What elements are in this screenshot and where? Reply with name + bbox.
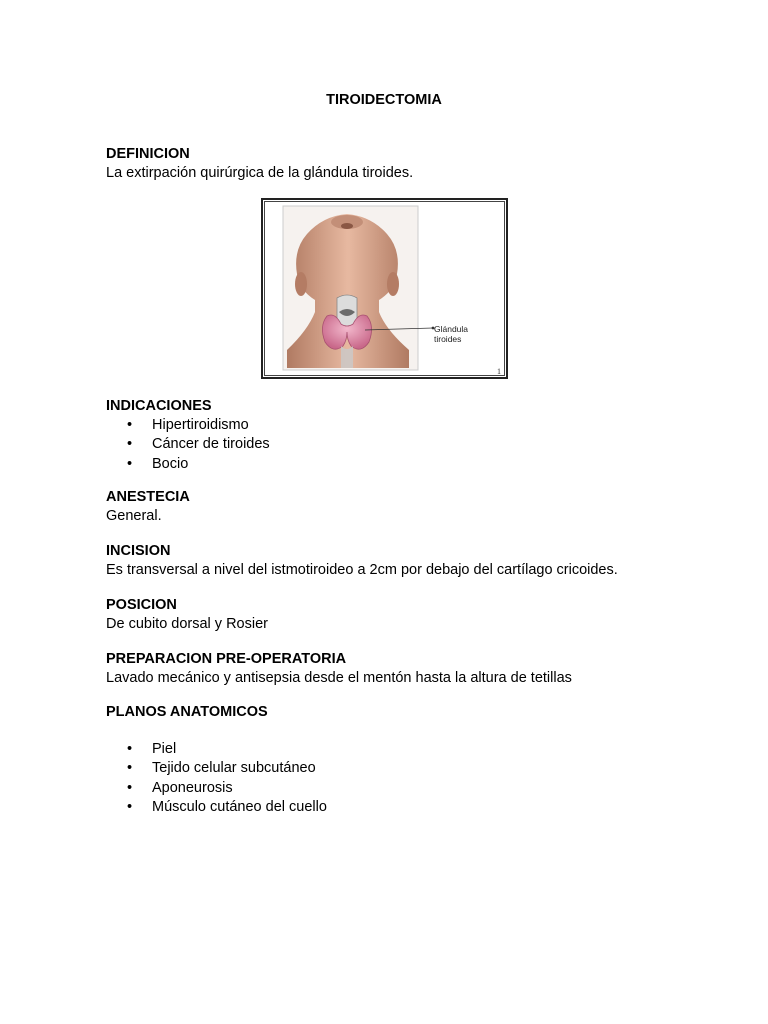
posicion-text: De cubito dorsal y Rosier	[106, 616, 268, 632]
neck-thyroid-drawing	[263, 200, 506, 377]
planos-heading: PLANOS ANATOMICOS	[106, 704, 268, 720]
section-incision	[106, 542, 726, 580]
section-posicion	[106, 596, 726, 634]
figure-label-line1: Glándula	[434, 324, 469, 334]
indicaciones-list	[106, 416, 726, 474]
list-item: • Bocio	[106, 455, 726, 474]
definicion-text: La extirpación quirúrgica de la glándula tiroides.	[106, 165, 414, 181]
posicion-heading: POSICION	[106, 597, 177, 613]
section-preparacion	[106, 650, 726, 688]
anestecia-heading: ANESTECIA	[106, 489, 190, 505]
list-item: • Piel	[106, 740, 726, 759]
definicion-heading: DEFINICION	[106, 146, 190, 162]
thyroid-illustration	[261, 198, 508, 379]
incision-heading: INCISION	[106, 543, 171, 559]
list-item: • Cáncer de tiroides	[106, 435, 726, 454]
section-indicaciones	[106, 397, 726, 474]
figure-number: 1	[497, 367, 501, 376]
section-definicion	[106, 145, 726, 183]
incision-text: Es transversal a nivel del istmotiroideo a 2cm por debajo del cartílago cricoides.	[106, 562, 618, 578]
list-item: • Hipertiroidismo	[106, 416, 726, 435]
list-item: • Músculo cutáneo del cuello	[106, 798, 726, 817]
list-item: • Aponeurosis	[106, 779, 726, 798]
indicaciones-heading: INDICACIONES	[106, 398, 212, 414]
preparacion-heading: PREPARACION PRE-OPERATORIA	[106, 651, 347, 667]
document-title: TIROIDECTOMIA	[326, 92, 442, 108]
planos-list	[106, 740, 726, 817]
section-planos	[106, 703, 726, 817]
preparacion-text: Lavado mecánico y antisepsia desde el mentón hasta la altura de tetillas	[106, 670, 572, 686]
list-item: • Tejido celular subcutáneo	[106, 759, 726, 778]
anestecia-text: General.	[106, 508, 162, 524]
figure-label	[434, 324, 468, 344]
figure-label-line2: tiroides	[434, 334, 462, 344]
section-anestecia	[106, 488, 726, 526]
